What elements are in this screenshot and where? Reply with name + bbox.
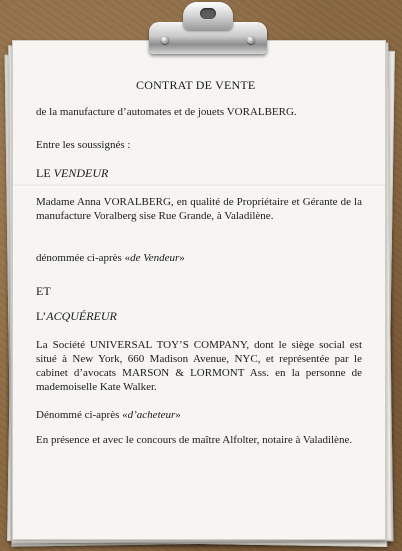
buyer-paragraph: La Société UNIVERSAL TOY’S COMPANY, dont le siège social est situé à New York, 660 Madison Avenue, NYC, et représentée par le cabinet d’avocats MARSON & LORMONT Ass. en la personne de mademoiselle Kate Walker.: [36, 339, 362, 393]
intro-line: de la manufacture d’automates et de jouets VORALBERG.: [36, 106, 297, 118]
buyer-heading: L’ACQUÉREUR: [36, 309, 117, 323]
seller-paragraph: Madame Anna VORALBERG, en qualité de Propriétaire et Gérante de la manufacture Voralberg sise Rue Grande, à Valadilène.: [36, 196, 362, 222]
document-title: CONTRAT DE VENTE: [136, 78, 256, 92]
between-line: Entre les soussignés :: [36, 139, 131, 151]
and-separator: ET: [36, 284, 51, 298]
seller-designation: dénommée ci-après «de Vendeur»: [36, 252, 185, 264]
seller-heading: LE VENDEUR: [36, 166, 109, 180]
buyer-designation: Dénommé ci-après «d’acheteur»: [36, 409, 181, 421]
closing-paragraph: En présence et avec le concours de maître Alfolter, notaire à Valadilène.: [36, 434, 353, 446]
clipboard-clip-icon: [143, 0, 273, 60]
